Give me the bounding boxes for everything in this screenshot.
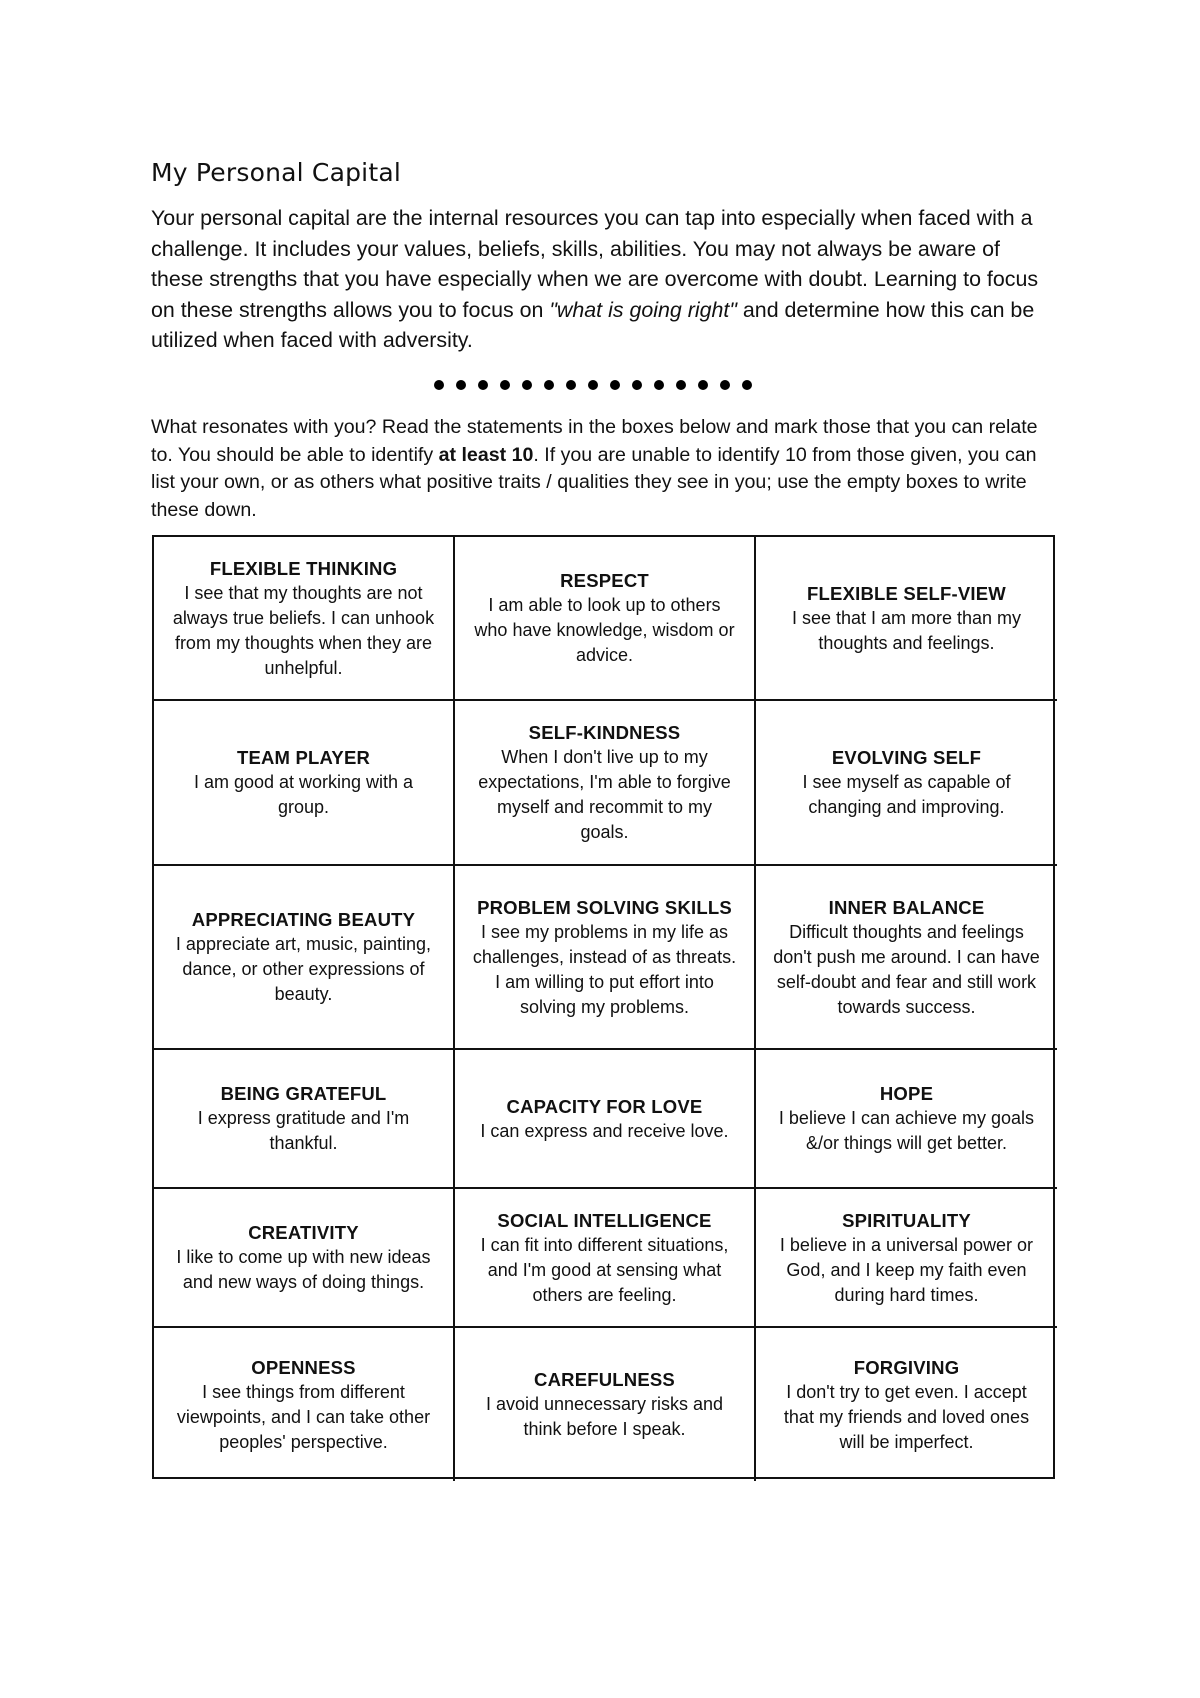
strength-box-being-grateful[interactable]: [154, 1050, 455, 1189]
strength-box-respect[interactable]: [455, 537, 756, 701]
strength-title: INNER BALANCE: [828, 896, 985, 918]
strength-description: I see things from different viewpoints, and I can take other peoples' perspective.: [176, 1381, 431, 1452]
strength-description: I see that I am more than my thoughts and feelings.: [791, 607, 1022, 653]
strength-description: I appreciate art, music, painting, dance, or other expressions of beauty.: [175, 934, 432, 1004]
divider-dot: [610, 380, 620, 390]
strength-box-openness[interactable]: [154, 1328, 455, 1481]
divider-dot: [434, 380, 444, 390]
divider-dot: [544, 380, 554, 390]
strength-box-inner-balance[interactable]: [756, 866, 1057, 1050]
strength-title: HOPE: [879, 1083, 934, 1104]
strength-description: I believe I can achieve my goals &/or things will get better.: [778, 1108, 1035, 1153]
strength-title: EVOLVING SELF: [831, 747, 982, 768]
strength-box-appreciating-beauty[interactable]: [154, 866, 455, 1050]
strength-title: SPIRITUALITY: [842, 1209, 971, 1231]
strength-box-forgiving[interactable]: [756, 1328, 1057, 1481]
strength-title: SELF-KINDNESS: [528, 722, 681, 743]
strength-title: RESPECT: [560, 570, 649, 591]
strength-description: Difficult thoughts and feelings don't push me around. I can have self-doubt and fear and still work towards success.: [773, 921, 1040, 1017]
strength-description: I like to come up with new ideas and new ways of doing things.: [176, 1247, 431, 1292]
strength-box-spirituality[interactable]: [756, 1189, 1057, 1328]
strengths-grid: [152, 535, 1055, 1479]
page-title: My Personal Capital: [151, 158, 401, 187]
instructions-paragraph: [151, 414, 1056, 524]
strength-description: I avoid unnecessary risks and think before I speak.: [485, 1394, 724, 1439]
strength-box-capacity-for-love[interactable]: [455, 1050, 756, 1189]
intro-text-start: Your personal capital are the internal resources you can tap into especially when faced with a challenge. It includes your values, beliefs, skills, abilities. You may not always be aware of these strengths that you have especially when we are overcome with doubt. Learning to focus on these strengths allows you to focus on: [151, 206, 1039, 322]
strength-title: FORGIVING: [853, 1356, 960, 1378]
strength-description: I am good at working with a group.: [193, 772, 414, 817]
divider-dot: [522, 380, 532, 390]
strength-description: When I don't live up to my expectations, I'm able to forgive myself and recommit to my goals.: [478, 747, 731, 842]
divider-dot: [720, 380, 730, 390]
strength-title: CAREFULNESS: [534, 1369, 675, 1390]
strength-title: SOCIAL INTELLIGENCE: [497, 1209, 712, 1231]
divider-dot: [478, 380, 488, 390]
intro-emphasis: "what is going right": [549, 297, 737, 322]
strength-title: BEING GRATEFUL: [220, 1083, 387, 1104]
dot-divider: [434, 380, 752, 390]
strength-description: I am able to look up to others who have knowledge, wisdom or advice.: [474, 595, 735, 665]
divider-dot: [676, 380, 686, 390]
instructions-text-start: What resonates with you? Read the statements in the boxes below and mark those that you can relate to. You should be able to identify: [151, 416, 1038, 466]
strength-box-carefulness[interactable]: [455, 1328, 756, 1481]
intro-text-end: and determine how this can be utilized when faced with adversity.: [151, 297, 1035, 352]
strength-box-evolving-self[interactable]: [756, 701, 1057, 866]
strength-title: OPENNESS: [251, 1356, 356, 1378]
divider-dot: [456, 380, 466, 390]
strength-description: I believe in a universal power or God, and I keep my faith even during hard times.: [779, 1234, 1034, 1305]
strength-box-social-intelligence[interactable]: [455, 1189, 756, 1328]
strength-title: CREATIVITY: [248, 1222, 359, 1243]
strength-box-flexible-thinking[interactable]: [154, 537, 455, 701]
strength-description: I see myself as capable of changing and improving.: [802, 772, 1011, 817]
strength-box-hope[interactable]: [756, 1050, 1057, 1189]
divider-dot: [588, 380, 598, 390]
strength-description: I can fit into different situations, and I'm good at sensing what others are feeling.: [480, 1234, 729, 1305]
strength-description: I don't try to get even. I accept that my friends and loved ones will be imperfect.: [783, 1381, 1030, 1452]
instructions-bold: at least 10: [438, 443, 534, 466]
strength-box-team-player[interactable]: [154, 701, 455, 866]
divider-dot: [698, 380, 708, 390]
divider-dot: [500, 380, 510, 390]
strength-title: TEAM PLAYER: [236, 747, 371, 768]
strength-title: FLEXIBLE SELF-VIEW: [807, 582, 1006, 604]
strength-box-self-kindness[interactable]: [455, 701, 756, 866]
strength-title: CAPACITY FOR LOVE: [506, 1095, 703, 1117]
strength-description: I see that my thoughts are not always true beliefs. I can unhook from my thoughts when they are unhelpful.: [172, 582, 435, 678]
divider-dot: [742, 380, 752, 390]
strength-description: I express gratitude and I'm thankful.: [197, 1108, 410, 1153]
strength-box-flexible-self-view[interactable]: [756, 537, 1057, 701]
strength-box-creativity[interactable]: [154, 1189, 455, 1328]
strength-box-problem-solving-skills[interactable]: [455, 866, 756, 1050]
strength-description: I see my problems in my life as challenges, instead of as threats. I am willing to put effort into solving my problems.: [472, 921, 737, 1017]
instructions-text-end: . If you are unable to identify 10 from those given, you can list your own, or as others what positive traits / qualities they see in you; use the empty boxes to write these down.: [151, 443, 1037, 521]
divider-dot: [654, 380, 664, 390]
intro-paragraph: [151, 203, 1056, 356]
strength-title: PROBLEM SOLVING SKILLS: [477, 896, 732, 918]
strength-title: FLEXIBLE THINKING: [209, 557, 398, 579]
divider-dot: [566, 380, 576, 390]
strength-description: I can express and receive love.: [480, 1120, 729, 1141]
divider-dot: [632, 380, 642, 390]
strength-title: APPRECIATING BEAUTY: [191, 909, 416, 930]
